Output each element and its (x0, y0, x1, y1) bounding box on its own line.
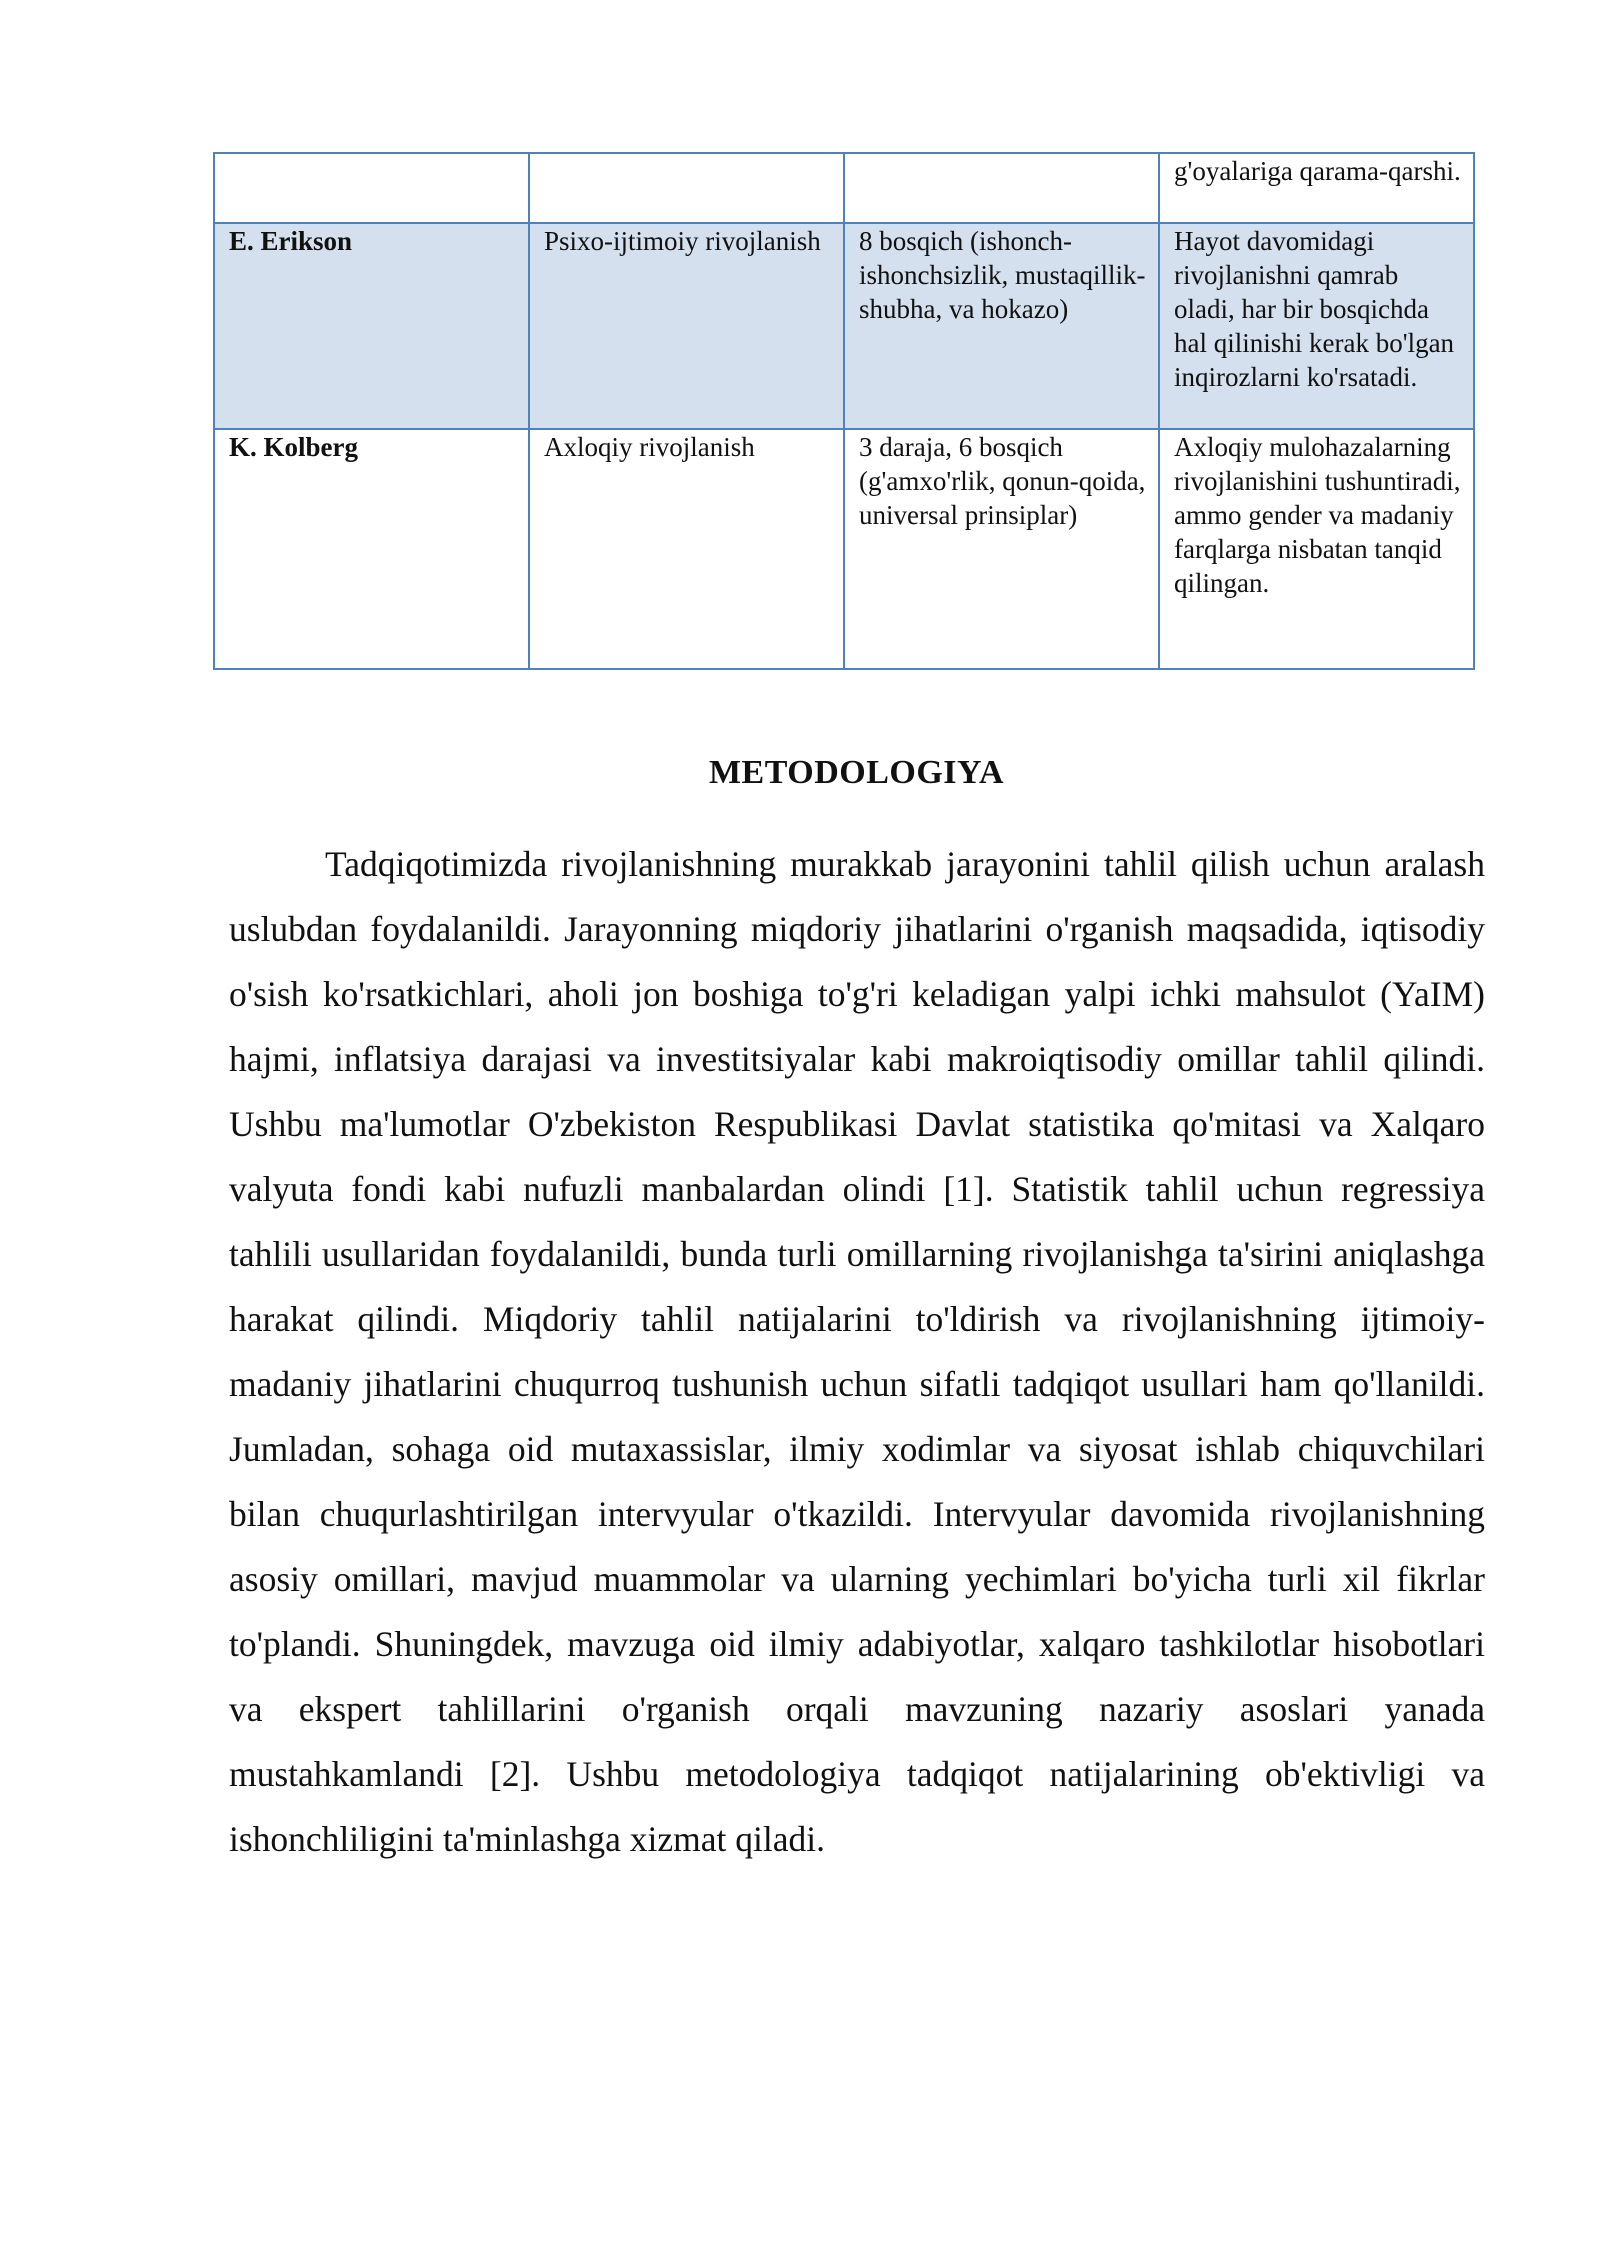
table-row (214, 429, 1474, 669)
theories-table (213, 152, 1475, 670)
table-cell-name (214, 153, 529, 223)
body-paragraph: Tadqiqotimizda rivojlanishning murakkab jarayonini tahlil qilish uchun aralash uslubdan foydalanildi. Jarayonning miqdoriy jihatlarini o'rganish maqsadida, iqtisodiy o'sish ko'rsatkichlari, aholi jon boshiga to'g'ri keladigan yalpi ichki mahsulot (YaIM) hajmi, inflatsiya darajasi va investitsiyalar kabi makroiqtisodiy omillar tahlil qilindi. Ushbu ma'lumotlar O'zbekiston Respublikasi Davlat statistika qo'mitasi va Xalqaro valyuta fondi kabi nufuzli manbalardan olindi [1]. Statistik tahlil uchun regressiya tahlili usullaridan foydalanildi, bunda turli omillarning rivojlanishga ta'sirini aniqlashga harakat qilindi. Miqdoriy tahlil natijalarini to'ldirish va rivojlanishning ijtimoiy-madaniy jihatlarini chuqurroq tushunish uchun sifatli tadqiqot usullari ham qo'llanildi. Jumladan, sohaga oid mutaxassislar, ilmiy xodimlar va siyosat ishlab chiquvchilari bilan chuqurlashtirilgan intervyular o'tkazildi. Intervyular davomida rivojlanishning asosiy omillari, mavjud muammolar va ularning yechimlari bo'yicha turli xil fikrlar to'plandi. Shuningdek, mavzuga oid ilmiy adabiyotlar, xalqaro tashkilotlar hisobotlari va ekspert tahlillarini o'rganish orqali mavzuning nazariy asoslari yanada mustahkamlandi [2]. Ushbu metodologiya tadqiqot natijalarining ob'ektivligi va ishonchliligini ta'minlashga xizmat qiladi. (229, 844, 1485, 1859)
table-cell-stages (844, 153, 1159, 223)
table-cell-comment: g'oyalariga qarama-qarshi. (1159, 153, 1474, 223)
table-cell-stages: 8 bosqich (ishonch-ishonchsizlik, mustaqillik-shubha, va hokazo) (844, 223, 1159, 429)
table-row (214, 153, 1474, 223)
table-cell-name: E. Erikson (214, 223, 529, 429)
table-cell-comment: Axloqiy mulohazalarning rivojlanishini tushuntiradi, ammo gender va madaniy farqlarga nisbatan tanqid qilingan. (1159, 429, 1474, 669)
table-cell-theory (529, 153, 844, 223)
table-cell-name: K. Kolberg (214, 429, 529, 669)
table-cell-comment: Hayot davomidagi rivojlanishni qamrab oladi, har bir bosqichda hal qilinishi kerak bo'lgan inqirozlarni ko'rsatadi. (1159, 223, 1474, 429)
table-row (214, 223, 1474, 429)
table-cell-theory: Psixo-ijtimoiy rivojlanish (529, 223, 844, 429)
table-cell-stages: 3 daraja, 6 bosqich (g'amxo'rlik, qonun-qoida, universal prinsiplar) (844, 429, 1159, 669)
table-cell-theory: Axloqiy rivojlanish (529, 429, 844, 669)
section-heading: METODOLOGIYA (708, 754, 1005, 791)
